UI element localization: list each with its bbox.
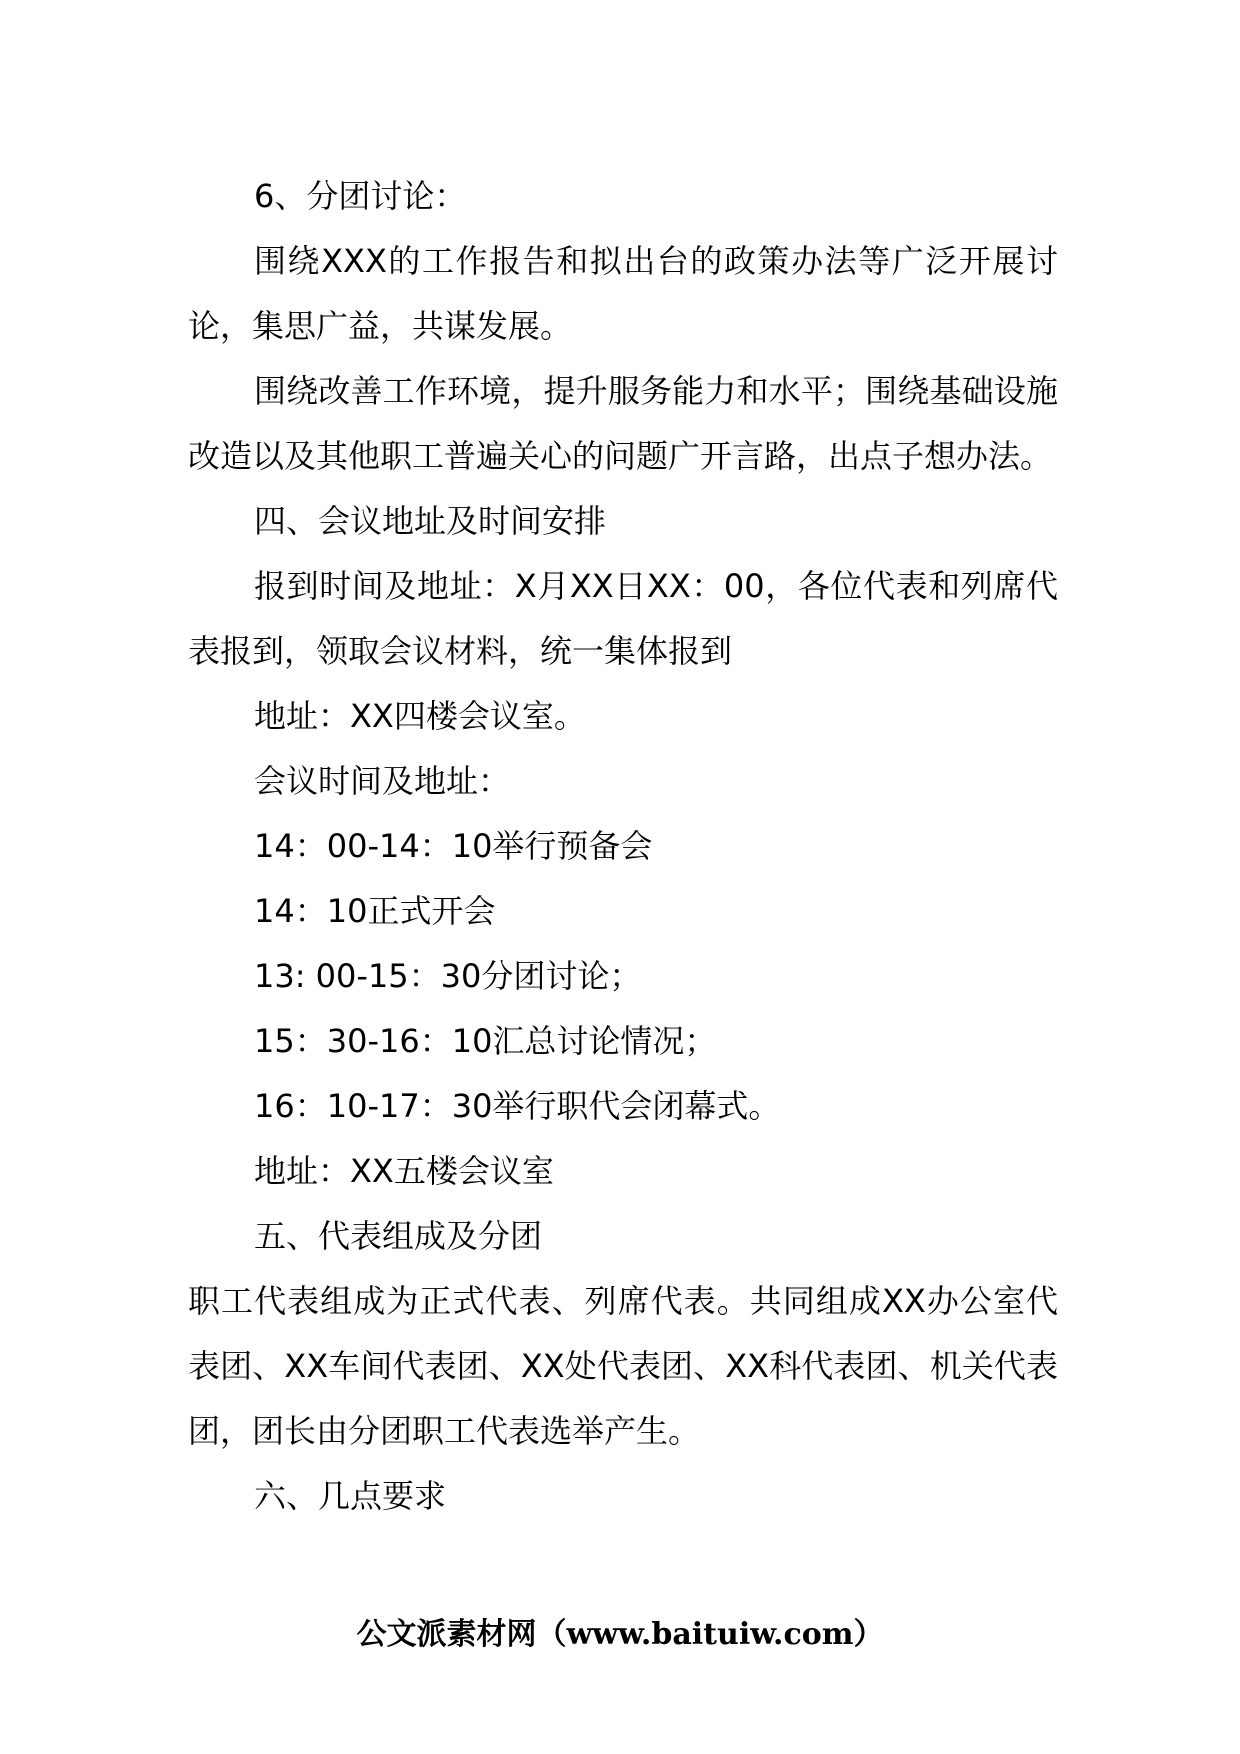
schedule-item-summary-discussion: 15：30-16：10汇总讨论情况； bbox=[254, 1022, 717, 1060]
paragraph-registration-time-location: 报到时间及地址：X月XX日XX：00，各位代表和列席代表报到，领取会议材料，统一集体报到 bbox=[188, 567, 1058, 670]
document-body bbox=[188, 164, 1058, 1529]
paragraph-registration-address: 地址：XX四楼会议室。 bbox=[254, 697, 586, 735]
section-heading-meeting-location-schedule: 四、会议地址及时间安排 bbox=[254, 502, 607, 540]
section-heading-requirements: 六、几点要求 bbox=[254, 1477, 447, 1515]
section-heading-delegate-composition: 五、代表组成及分团 bbox=[254, 1217, 543, 1255]
paragraph-work-report-discussion: 围绕XXX的工作报告和拟出台的政策办法等广泛开展讨论，集思广益，共谋发展。 bbox=[188, 242, 1058, 345]
paragraph-meeting-time-location-label: 会议时间及地址： bbox=[254, 762, 511, 800]
schedule-item-formal-meeting: 14：10正式开会 bbox=[254, 892, 496, 930]
paragraph-delegate-composition: 职工代表组成为正式代表、列席代表。共同组成XX办公室代表团、XX车间代表团、XX处代表团、XX科代表团、机关代表团，团长由分团职工代表选举产生。 bbox=[188, 1282, 1058, 1450]
paragraph-improve-environment: 围绕改善工作环境，提升服务能力和水平；围绕基础设施改造以及其他职工普遍关心的问题广开言路，出点子想办法。 bbox=[188, 372, 1058, 475]
paragraph-meeting-address: 地址：XX五楼会议室 bbox=[254, 1152, 554, 1190]
schedule-item-group-discussion: 13: 00-15：30分团讨论； bbox=[254, 957, 642, 995]
schedule-item-closing-ceremony: 16：10-17：30举行职代会闭幕式。 bbox=[254, 1087, 781, 1125]
schedule-item-preparatory-meeting: 14：00-14：10举行预备会 bbox=[254, 827, 653, 865]
page-footer-watermark: 公文派素材网（www.baituiw.com） bbox=[356, 1617, 884, 1652]
paragraph-group-discussion-heading: 6、分团讨论： bbox=[254, 177, 467, 215]
